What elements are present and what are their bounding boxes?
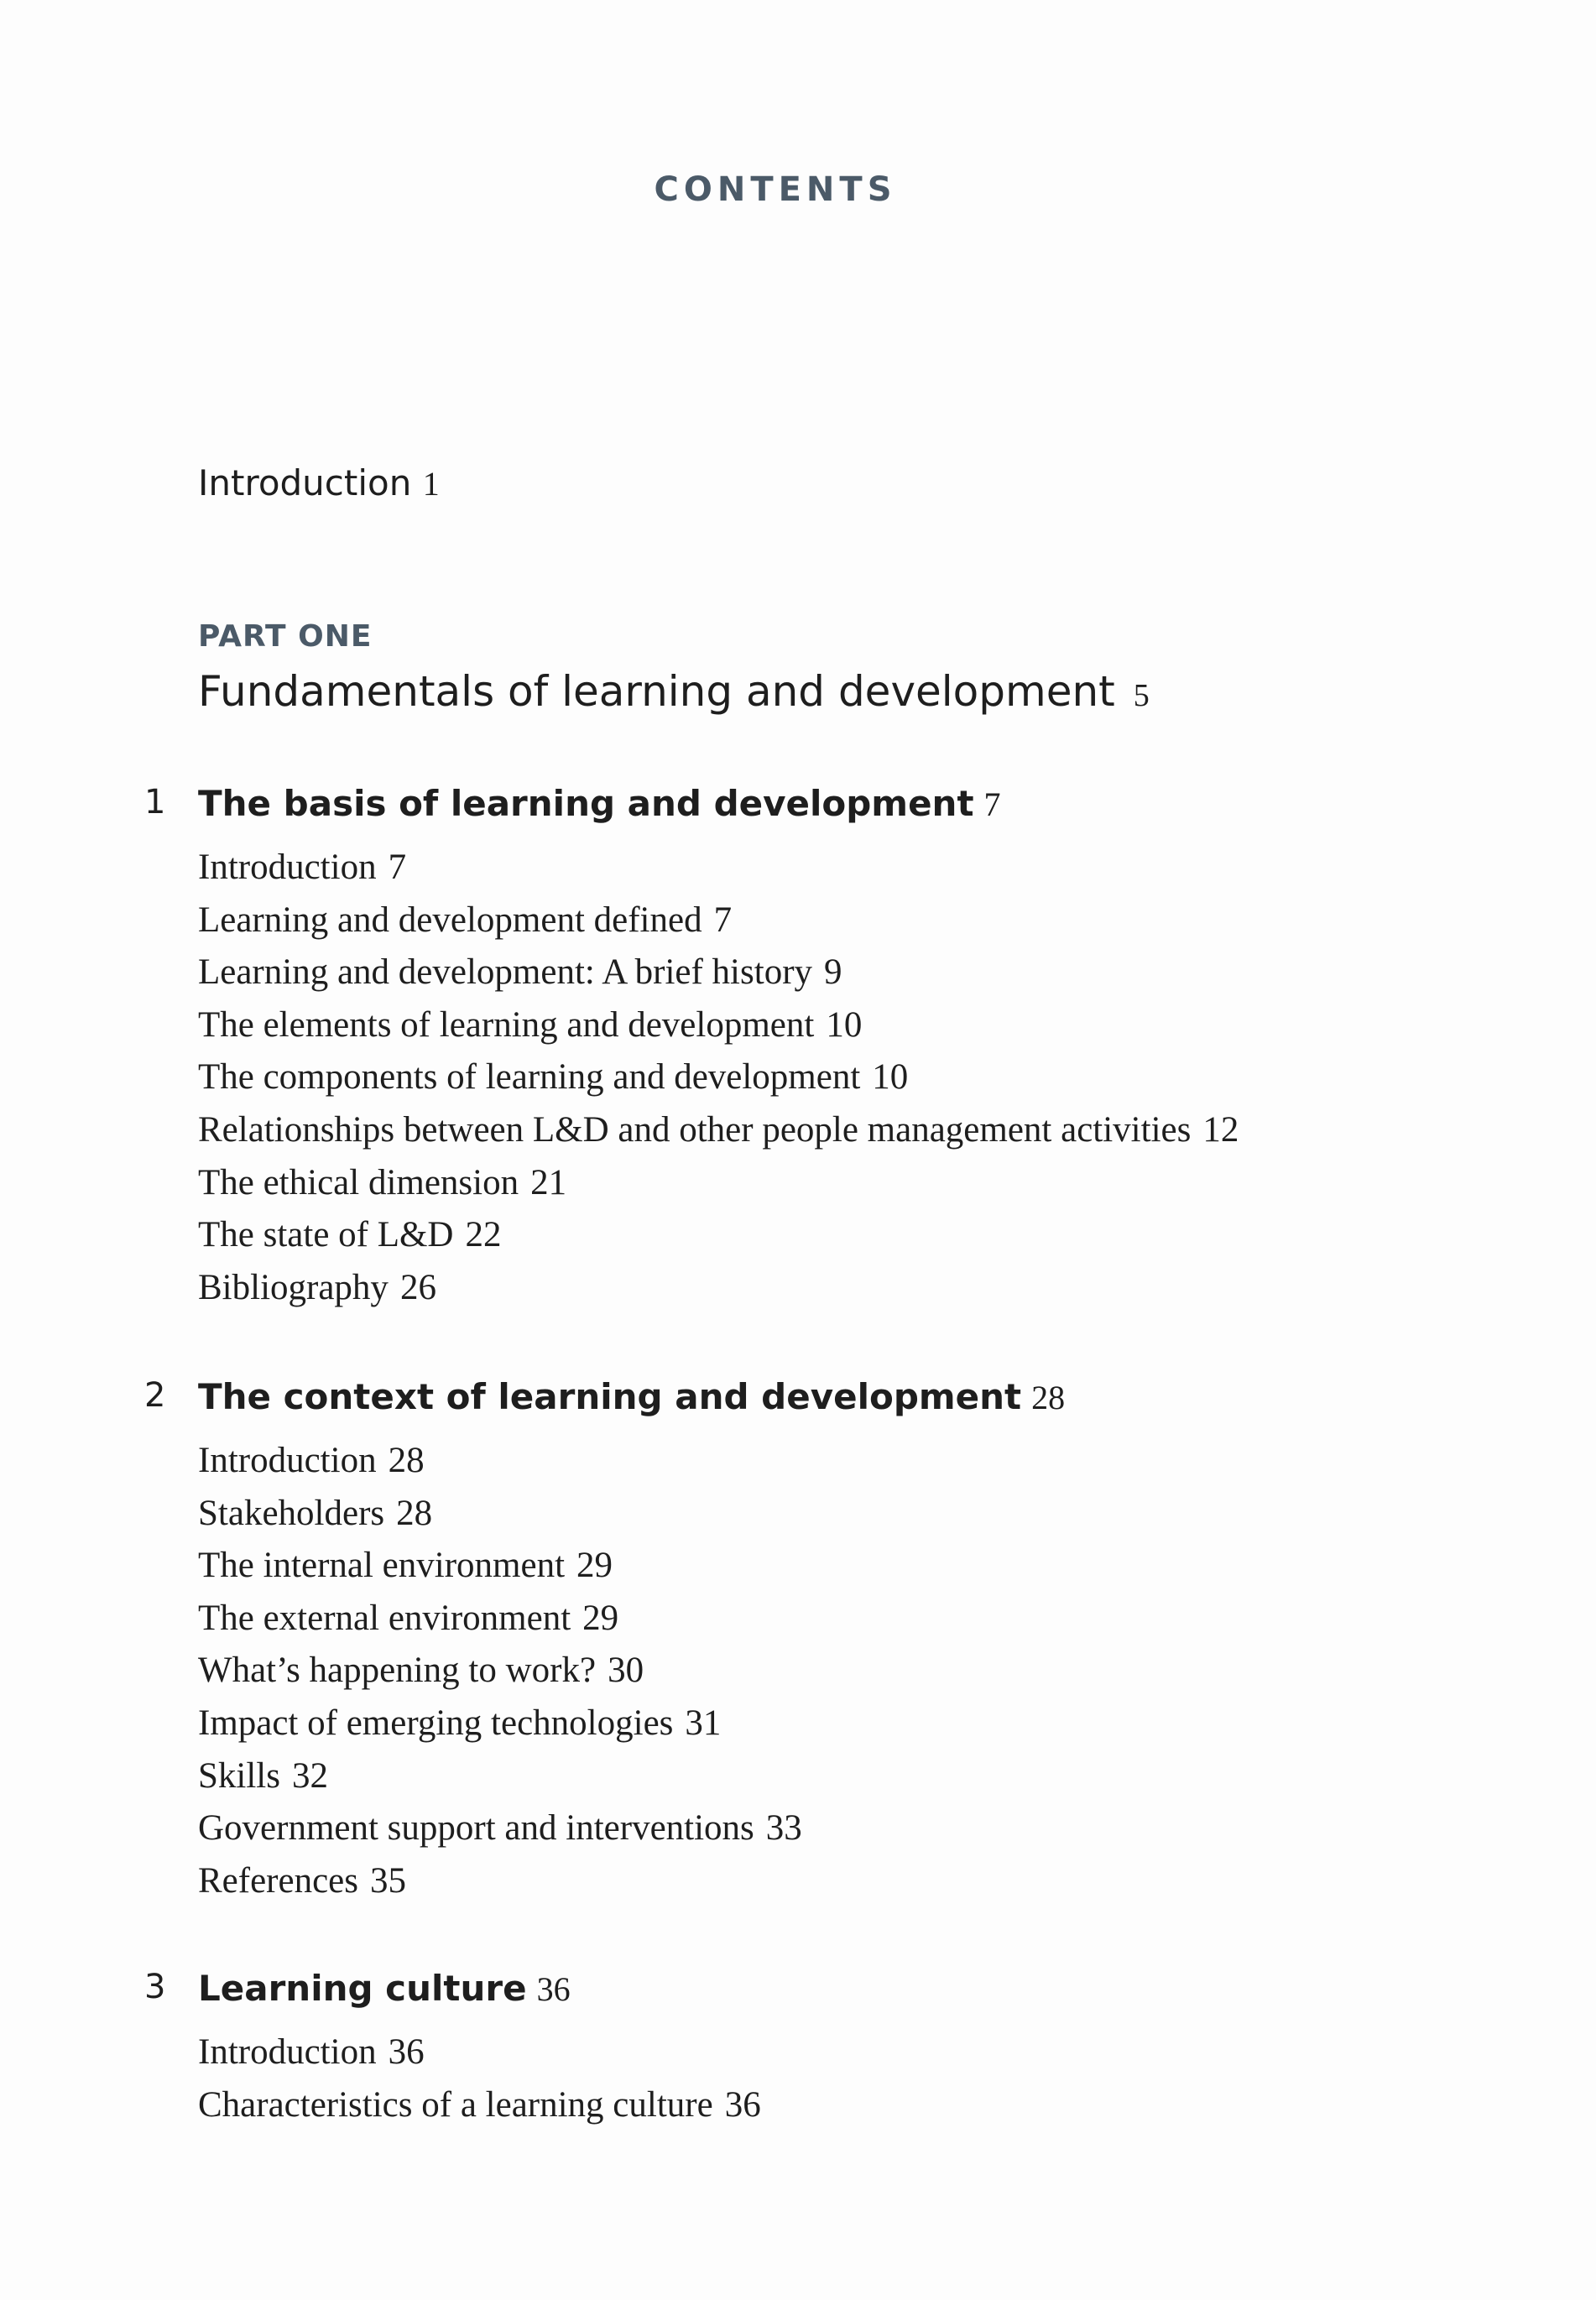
- chapter-2: [144, 1369, 1571, 1907]
- entry-title: What’s happening to work?: [198, 1651, 597, 1691]
- page-title: CONTENTS: [654, 170, 897, 209]
- chapter-page-number: 36: [536, 1970, 571, 2008]
- entry-title: Learning and development defined: [198, 900, 702, 940]
- chapter-3: [144, 1961, 1571, 2131]
- part-label: PART ONE: [198, 619, 373, 654]
- entry-page-number: 10: [826, 1004, 863, 1045]
- entry-title: Government support and interventions: [198, 1808, 754, 1849]
- toc-entry[interactable]: [198, 1593, 1571, 1645]
- entry-title: The elements of learning and development: [198, 1004, 815, 1045]
- toc-entry[interactable]: [198, 842, 1571, 894]
- entry-title: Skills: [198, 1755, 280, 1796]
- chapter-title-text: The context of learning and development: [198, 1376, 1022, 1417]
- chapter-3-entries: [198, 2026, 1571, 2131]
- entry-title: Impact of emerging technologies: [198, 1703, 674, 1743]
- entry-page-number: 12: [1202, 1109, 1239, 1150]
- entry-title: Introduction: [198, 1441, 377, 1480]
- toc-entry[interactable]: [198, 947, 1571, 999]
- entry-page-number: 31: [685, 1703, 722, 1743]
- entry-title: Characteristics of a learning culture: [198, 2084, 713, 2125]
- toc-entry[interactable]: [198, 1698, 1571, 1750]
- entry-page-number: 30: [608, 1651, 644, 1691]
- entry-title: Relationships between L&D and other people management activities: [198, 1109, 1192, 1150]
- toc-entry[interactable]: [198, 1051, 1571, 1104]
- chapter-2-entries: [198, 1435, 1571, 1907]
- toc-entry[interactable]: [198, 2026, 1571, 2079]
- toc-entry-chapter-3[interactable]: [144, 1961, 1571, 2015]
- entry-title: The external environment: [198, 1598, 571, 1638]
- toc-entry[interactable]: [198, 1540, 1571, 1593]
- chapter-title-text: Learning culture: [198, 1968, 527, 2009]
- part-page-number: 5: [1133, 678, 1150, 713]
- entry-title: The ethical dimension: [198, 1162, 519, 1202]
- chapter-title-text: The basis of learning and development: [198, 783, 974, 824]
- entry-page-number: 29: [582, 1598, 619, 1638]
- entry-page-number: 7: [388, 848, 407, 887]
- entry-page-number: 36: [724, 2084, 761, 2125]
- entry-page-number: 21: [530, 1162, 567, 1202]
- entry-title: Introduction: [198, 462, 412, 503]
- toc-entry-introduction[interactable]: [198, 462, 440, 503]
- part-title: Fundamentals of learning and development: [198, 667, 1115, 716]
- entry-title: Introduction: [198, 848, 377, 887]
- chapter-1: [144, 776, 1571, 1314]
- entry-title: The state of L&D: [198, 1215, 454, 1255]
- toc-entry[interactable]: [198, 1750, 1571, 1803]
- chapter-title: [198, 1376, 1065, 1417]
- toc-entry[interactable]: [198, 2079, 1571, 2132]
- chapter-1-entries: [198, 842, 1571, 1314]
- entry-title: The internal environment: [198, 1546, 566, 1586]
- chapter-number: 1: [144, 783, 166, 821]
- entry-title: References: [198, 1860, 358, 1901]
- entry-title: Stakeholders: [198, 1493, 385, 1533]
- entry-page-number: 10: [872, 1057, 909, 1098]
- toc-entry[interactable]: [198, 894, 1571, 947]
- toc-entry[interactable]: [198, 1262, 1571, 1315]
- chapter-number: 3: [144, 1968, 166, 2006]
- entry-page-number: 7: [713, 900, 733, 940]
- toc-entry-part-one[interactable]: [198, 667, 1150, 716]
- toc-entry[interactable]: [198, 1645, 1571, 1698]
- toc-entry-chapter-1[interactable]: [144, 776, 1571, 830]
- toc-entry[interactable]: [198, 1157, 1571, 1210]
- entry-title: Learning and development: A brief history: [198, 952, 813, 993]
- chapter-title: [198, 1968, 571, 2009]
- entry-page-number: 26: [399, 1267, 436, 1307]
- entry-page-number: 22: [465, 1215, 502, 1255]
- entry-page-number: 28: [396, 1493, 433, 1533]
- chapter-page-number: 28: [1031, 1379, 1066, 1416]
- entry-page-number: 28: [388, 1441, 425, 1480]
- toc-entry[interactable]: [198, 1435, 1571, 1488]
- toc-entry[interactable]: [198, 1802, 1571, 1855]
- entry-page-number: 35: [369, 1860, 406, 1901]
- entry-page-number: 32: [292, 1755, 328, 1796]
- entry-page-number: 1: [422, 465, 440, 503]
- chapter-title: [198, 783, 1001, 824]
- toc-entry-chapter-2[interactable]: [144, 1369, 1571, 1423]
- toc-entry[interactable]: [198, 1209, 1571, 1262]
- entry-page-number: 33: [765, 1808, 802, 1849]
- toc-entry[interactable]: [198, 1488, 1571, 1541]
- entry-page-number: 36: [388, 2032, 425, 2072]
- toc-entry[interactable]: [198, 1855, 1571, 1908]
- chapter-page-number: 7: [983, 785, 1001, 823]
- chapter-number: 2: [144, 1376, 166, 1415]
- entry-title: Bibliography: [198, 1267, 389, 1307]
- entry-page-number: 9: [824, 952, 842, 993]
- entry-title: The components of learning and development: [198, 1057, 861, 1098]
- toc-entry[interactable]: [198, 1104, 1571, 1157]
- entry-page-number: 29: [576, 1546, 613, 1586]
- entry-title: Introduction: [198, 2032, 377, 2072]
- toc-entry[interactable]: [198, 999, 1571, 1052]
